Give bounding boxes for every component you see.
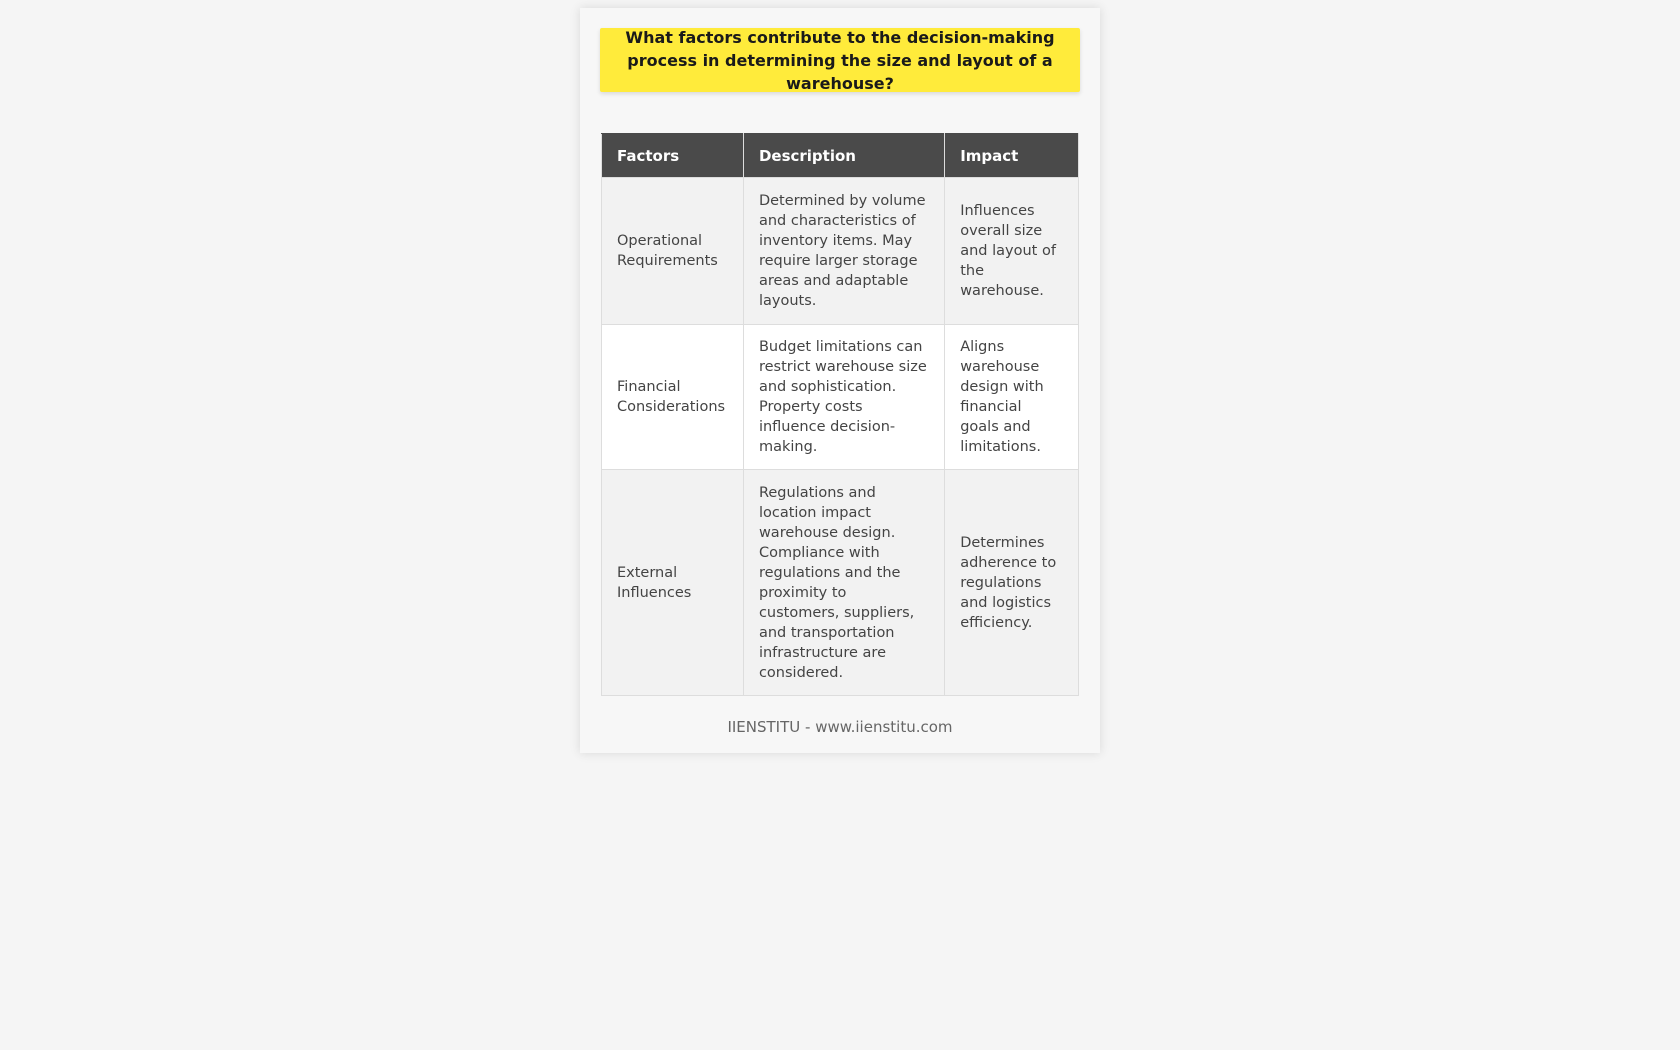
impact-cell: Aligns warehouse design with financial goals and limitations. bbox=[945, 325, 1079, 470]
question-banner bbox=[600, 28, 1080, 92]
description-cell: Regulations and location impact warehouse design. Compliance with regulations and the proximity to customers, suppliers, and transportation infrastructure are considered. bbox=[743, 470, 944, 696]
description-cell: Budget limitations can restrict warehouse size and sophistication. Property costs influence decision-making. bbox=[743, 325, 944, 470]
description-cell: Determined by volume and characteristics of inventory items. May require larger storage areas and adaptable layouts. bbox=[743, 178, 944, 325]
table-header-row bbox=[602, 134, 1079, 178]
content-card bbox=[580, 8, 1100, 753]
header-description: Description bbox=[743, 134, 944, 178]
impact-cell: Determines adherence to regulations and logistics efficiency. bbox=[945, 470, 1079, 696]
question-title: What factors contribute to the decision-making process in determining the size and layout of a warehouse? bbox=[625, 27, 1055, 93]
impact-cell: Influences overall size and layout of the warehouse. bbox=[945, 178, 1079, 325]
factor-cell: Operational Requirements bbox=[602, 178, 744, 325]
header-factors: Factors bbox=[602, 134, 744, 178]
header-impact: Impact bbox=[945, 134, 1079, 178]
footer-credit: IIENSTITU - www.iienstitu.com bbox=[727, 718, 953, 736]
factors-table bbox=[601, 133, 1079, 696]
table-row bbox=[602, 178, 1079, 325]
factor-cell: Financial Considerations bbox=[602, 325, 744, 470]
table-row bbox=[602, 325, 1079, 470]
table-row bbox=[602, 470, 1079, 696]
factor-cell: External Influences bbox=[602, 470, 744, 696]
